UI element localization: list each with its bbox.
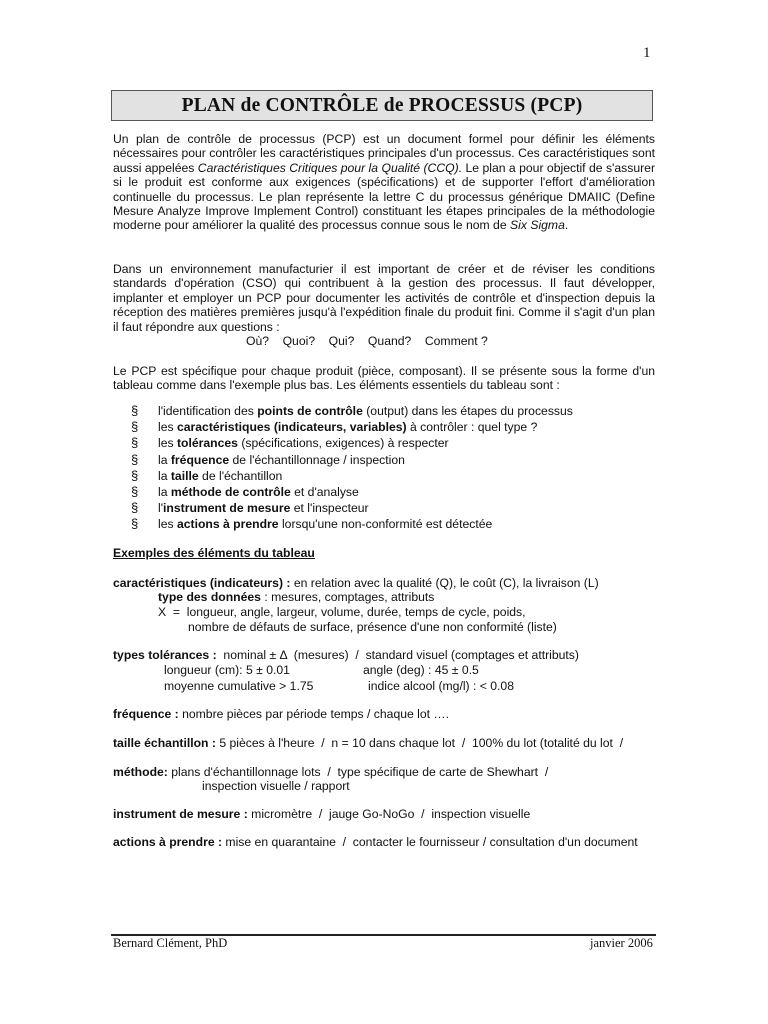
- tolerance-alcohol-example: indice alcool (mg/l) : < 0.08: [368, 679, 514, 693]
- actions-line: actions à prendre : mise en quarantaine / contacter le fournisseur / consultation d'un document: [113, 835, 638, 849]
- footer-date: janvier 2006: [590, 936, 653, 950]
- section-sign-icon: §: [131, 484, 139, 499]
- tolerance-average-example: moyenne cumulative > 1.75: [164, 679, 314, 693]
- instrument-line: instrument de mesure : micromètre / jauge Go-NoGo / inspection visuelle: [113, 807, 531, 821]
- bullet-text: l'instrument de mesure et l'inspecteur: [158, 501, 369, 515]
- environment-paragraph: Dans un environnement manufacturier il est important de créer et de réviser les conditions standards d'opération (CSO) qui contribuent à la gestion des processus. Il faut développer, implanter et employer un PCP pour documenter les activités de contrôle et d'inspection depuis la réception des matières premières jusqu'à l'expédition finale du produit fini. Comme il s'agit d'un plan il faut répondre aux questions :: [113, 262, 655, 334]
- pcp-paragraph: Le PCP est spécifique pour chaque produit (pièce, composant). Il se présente sous la forme d'un tableau comme dans l'exemple plus bas. Les éléments essentiels du tableau sont :: [113, 364, 655, 393]
- sample-size-line: taille échantillon : 5 pièces à l'heure / n = 10 dans chaque lot / 100% du lot (totalité du lot /: [113, 736, 624, 750]
- section-sign-icon: §: [131, 516, 139, 531]
- x-definition-line: X = longueur, angle, largeur, volume, durée, temps de cycle, poids,: [158, 605, 526, 619]
- bullet-text: les tolérances (spécifications, exigences) à respecter: [158, 436, 449, 450]
- frequency-line: fréquence : nombre pièces par période temps / chaque lot ….: [113, 707, 450, 721]
- section-sign-icon: §: [131, 500, 139, 515]
- bullet-text: la taille de l'échantillon: [158, 469, 283, 483]
- x-definition-line-2: nombre de défauts de surface, présence d'une non conformité (liste): [188, 620, 557, 634]
- page-number: 1: [643, 45, 651, 61]
- bullet-text: les caractéristiques (indicateurs, variables) à contrôler : quel type ?: [158, 420, 538, 434]
- section-sign-icon: §: [131, 419, 139, 434]
- examples-heading: Exemples des éléments du tableau: [113, 546, 315, 560]
- bullet-text: l'identification des points de contrôle (output) dans les étapes du processus: [158, 404, 573, 418]
- section-sign-icon: §: [131, 435, 139, 450]
- bullet-text: la fréquence de l'échantillonnage / inspection: [158, 453, 405, 467]
- method-line: méthode: plans d'échantillonnage lots / type spécifique de carte de Shewhart /: [113, 765, 549, 779]
- footer-author: Bernard Clément, PhD: [113, 936, 228, 950]
- questions-line: Où? Quoi? Qui? Quand? Comment ?: [246, 334, 488, 348]
- intro-ccq-emphasis: Caractéristiques Critiques pour la Qualité (CCQ).: [197, 160, 463, 175]
- intro-text-1: Un plan de contrôle de processus (PCP) est un document formel pour définir les éléments nécessaires pour contrôler les caractéristiques principales d'un processus. Ces caractéristiques sont aussi appelées: [113, 132, 655, 175]
- section-sign-icon: §: [131, 468, 139, 483]
- bullet-text: la méthode de contrôle et d'analyse: [158, 485, 359, 499]
- intro-text-end: .: [564, 218, 569, 233]
- page-title: PLAN de CONTRÔLE de PROCESSUS (PCP): [111, 90, 653, 121]
- data-type-line: type des données : mesures, comptages, attributs: [158, 590, 435, 604]
- section-sign-icon: §: [131, 452, 139, 467]
- characteristics-line: caractéristiques (indicateurs) : en relation avec la qualité (Q), le coût (C), la livraison (L): [113, 576, 599, 590]
- intro-text-2: Le plan a pour objectif de s'assurer si le produit est conforme aux exigences (spécifications) et de supporter l'effort d'amélioration continuelle du processus. Le plan représente la lettre C du processus générique DMAIIC (Define Mesure Analyze Improve Implement Control) constituant les étapes principales de la méthodologie moderne pour améliorer la qualité des processus connue sous le nom de: [113, 160, 655, 233]
- method-line-2: inspection visuelle / rapport: [202, 779, 350, 793]
- bullet-text: les actions à prendre lorsqu'une non-conformité est détectée: [158, 517, 493, 531]
- section-sign-icon: §: [131, 403, 139, 418]
- tolerance-types-line: types tolérances : nominal ± Δ (mesures) / standard visuel (comptages et attributs): [113, 648, 579, 662]
- intro-six-sigma-emphasis: Six Sigma: [510, 218, 565, 233]
- tolerance-length-example: longueur (cm): 5 ± 0.01: [164, 663, 290, 677]
- tolerance-angle-example: angle (deg) : 45 ± 0.5: [363, 663, 479, 677]
- intro-paragraph: [113, 132, 655, 233]
